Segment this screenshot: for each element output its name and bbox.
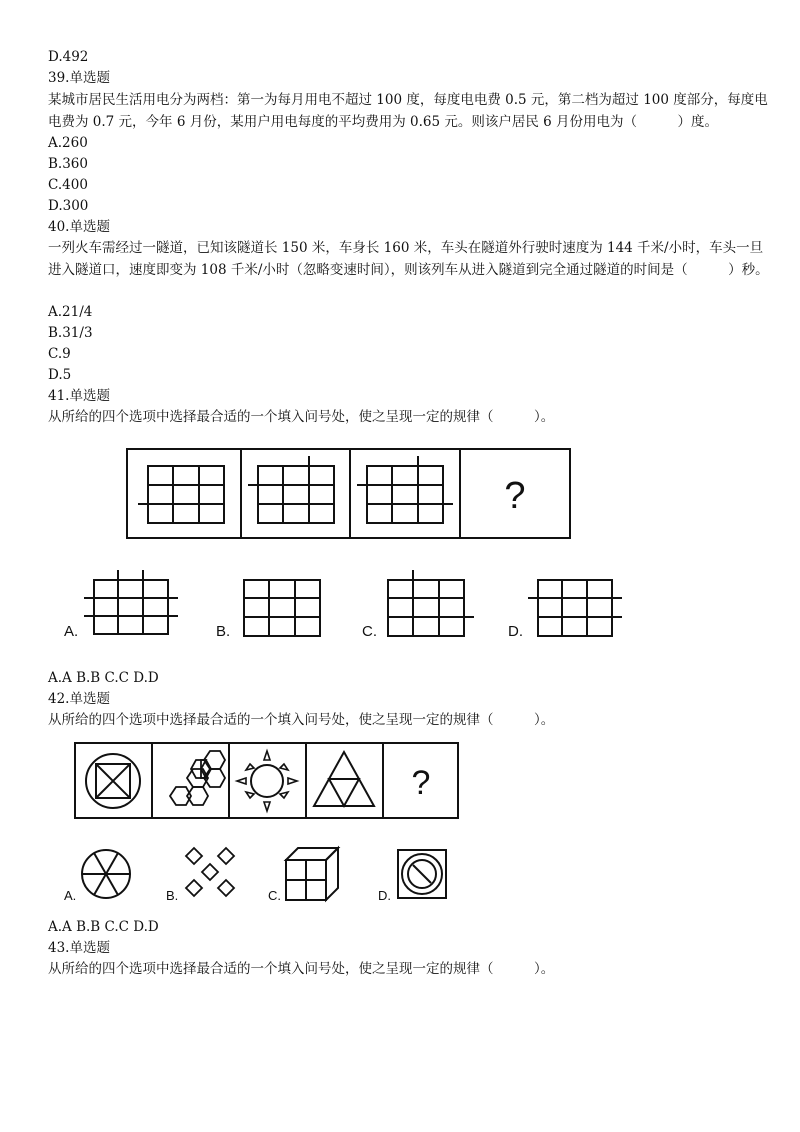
q41-option-d-label: D. xyxy=(508,623,523,640)
q39-stem: 某城市居民生活用电分为两档：第一为每月用电不超过 100 度，每度电电费 0.5 元，第二档为超过 100 度部分，每度电电费为 0.7 元，今年 6 月份，某用户用电每度的平均费用为 0.65 元。则该户居民 6 月份用电为（ ）度。 xyxy=(48,92,768,130)
q39-option-a: A.260 xyxy=(48,135,88,151)
q41-option-b-grid xyxy=(244,580,320,636)
q42-option-a-label: A. xyxy=(64,888,77,903)
q42-option-a-divided-circle xyxy=(82,850,130,898)
q42-panel-1-circle-square xyxy=(86,754,140,808)
q40-option-a: A.21/4 xyxy=(48,304,93,320)
q42-options-figure xyxy=(56,842,456,908)
q39-header: 39.单选题 xyxy=(48,70,110,86)
q42-option-c-cube xyxy=(286,848,338,900)
q40-header: 40.单选题 xyxy=(48,219,110,235)
q41-header: 41.单选题 xyxy=(48,388,110,404)
q42-option-d-label: D. xyxy=(378,888,391,903)
q41-question-figure xyxy=(126,448,572,540)
q39-option-b: B.360 xyxy=(48,156,88,172)
q42-option-c-label: C. xyxy=(268,888,281,903)
q42-panel-2-hexagons xyxy=(170,751,225,805)
q41-question-mark: ? xyxy=(504,475,526,517)
q42-panel-4-triangle xyxy=(314,752,374,806)
q42-answer-choices: A.A B.B C.C D.D xyxy=(48,919,159,935)
q43-header: 43.单选题 xyxy=(48,940,110,956)
q41-answer-choices: A.A B.B C.C D.D xyxy=(48,670,159,686)
q42-question-mark: ? xyxy=(411,764,431,802)
q41-option-a-label: A. xyxy=(64,623,79,640)
q40-stem: 一列火车需经过一隧道，已知该隧道长 150 米，车身长 160 米，车头在隧道外行驶时速度为 144 千米/小时，车头一旦进入隧道口，速度即变为 108 千米/小时（忽略变速时间），则该列车从进入隧道到完全通过隧道的时间是（ ）秒。 xyxy=(48,240,769,278)
q42-question-figure xyxy=(74,742,460,820)
q42-header: 42.单选题 xyxy=(48,691,110,707)
q41-panel-3-grid xyxy=(357,456,453,523)
q40-option-b: B.31/3 xyxy=(48,325,93,341)
q41-option-d-grid xyxy=(528,580,622,636)
q41-option-a-grid xyxy=(84,570,178,634)
q41-panel-1-grid xyxy=(138,466,224,523)
q38-option-d: D.492 xyxy=(48,49,89,65)
q41-option-c-grid xyxy=(388,570,474,636)
q42-option-b-diamonds xyxy=(186,848,234,896)
q42-stem: 从所给的四个选项中选择最合适的一个填入问号处，使之呈现一定的规律（ ）。 xyxy=(48,712,555,728)
q41-stem: 从所给的四个选项中选择最合适的一个填入问号处，使之呈现一定的规律（ ）。 xyxy=(48,409,555,425)
q41-options-figure xyxy=(56,566,646,644)
q41-option-b-label: B. xyxy=(216,623,231,640)
q42-option-d-no-sign xyxy=(398,850,446,898)
q43-stem: 从所给的四个选项中选择最合适的一个填入问号处，使之呈现一定的规律（ ）。 xyxy=(48,961,555,977)
q41-option-c-label: C. xyxy=(362,623,377,640)
q41-panel-2-grid xyxy=(248,456,334,523)
q40-option-c: C.9 xyxy=(48,346,71,362)
q42-option-b-label: B. xyxy=(166,888,179,903)
q39-option-c: C.400 xyxy=(48,177,88,193)
q40-option-d: D.5 xyxy=(48,367,72,383)
q39-option-d: D.300 xyxy=(48,198,89,214)
q42-panel-3-sun xyxy=(237,751,297,811)
